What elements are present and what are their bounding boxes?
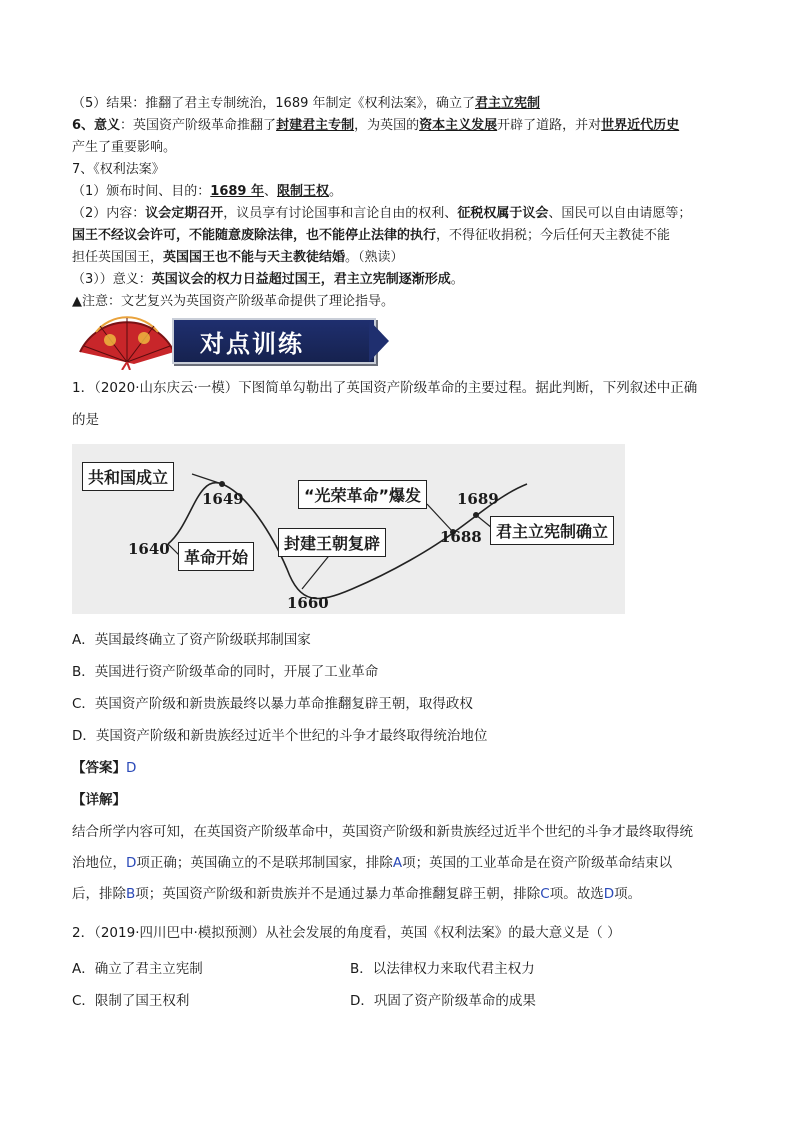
year-1649: 1649 bbox=[202, 490, 244, 508]
banner-title: 对点训练 bbox=[200, 330, 304, 358]
revolution-diagram bbox=[72, 444, 625, 614]
connector-1649 bbox=[192, 474, 222, 484]
q1-option-b[interactable]: B．英国进行资产阶级革命的同时，开展了工业革命 bbox=[72, 664, 379, 680]
q2-option-b[interactable]: B．以法律权力来取代君主权力 bbox=[350, 961, 535, 977]
note-bill-content-2: 国王不经议会许可，不能随意废除法律，也不能停止法律的执行，不得征收捐税；今后任何天主教徒不能 bbox=[72, 228, 671, 243]
note-bill-content-3: 担任英国国王，英国国王也不能与天主教徒结婚。（熟读） bbox=[72, 250, 404, 265]
year-1640: 1640 bbox=[128, 540, 170, 558]
year-1660: 1660 bbox=[287, 594, 329, 612]
banner-arrow bbox=[369, 320, 389, 362]
note-significance: 6、意义：英国资产阶级革命推翻了封建君主专制，为英国的资本主义发展开辟了道路，并对世界近代历史 bbox=[72, 118, 680, 133]
note-bill-heading: 7、《权利法案》 bbox=[72, 162, 165, 177]
year-1689: 1689 bbox=[457, 490, 499, 508]
q1-option-d[interactable]: D．英国资产阶级和新贵族经过近半个世纪的斗争才最终取得统治地位 bbox=[72, 728, 488, 744]
q1-stem: 1．（2020·山东庆云·一模）下图简单勾勒出了英国资产阶级革命的主要过程。据此判断，下列叙述中正确 bbox=[72, 380, 698, 396]
q1-detail-label: 【详解】 bbox=[72, 792, 126, 808]
label-revolution-start: 革命开始 bbox=[178, 542, 254, 571]
q1-detail-line-2: 治地位，D项正确；英国确立的不是联邦制国家，排除A项；英国的工业革命是在资产阶级革命结束以 bbox=[72, 855, 673, 871]
note-bill-time: （1）颁布时间、目的：1689 年、限制王权。 bbox=[72, 184, 343, 199]
note-significance-cont: 产生了重要影响。 bbox=[72, 140, 177, 155]
note-result: （5）结果：推翻了君主专制统治，1689 年制定《权利法案》，确立了君主立宪制 bbox=[72, 96, 541, 111]
label-glorious-revolution: “光荣革命”爆发 bbox=[298, 480, 427, 509]
note-attention: ▲注意：文艺复兴为英国资产阶级革命提供了理论指导。 bbox=[72, 294, 394, 309]
note-bill-significance: （3））意义：英国议会的权力日益超过国王，君主立宪制逐渐形成。 bbox=[72, 272, 464, 287]
q2-stem: 2．（2019·四川巴中·模拟预测）从社会发展的角度看，英国《权利法案》的最大意义是（ ） bbox=[72, 925, 621, 941]
connector-1660 bbox=[302, 552, 332, 589]
year-1688: 1688 bbox=[440, 528, 482, 546]
q2-option-d[interactable]: D．巩固了资产阶级革命的成果 bbox=[350, 993, 536, 1009]
fan-icon bbox=[72, 312, 182, 370]
q1-answer: 【答案】D bbox=[72, 760, 137, 776]
q1-stem-cont: 的是 bbox=[72, 412, 99, 428]
note-bill-content: （2）内容：议会定期召开，议员享有讨论国事和言论自由的权利、征税权属于议会、国民可以自由请愿等； bbox=[72, 206, 692, 221]
q2-option-c[interactable]: C．限制了国王权利 bbox=[72, 993, 190, 1009]
label-restoration: 封建王朝复辟 bbox=[278, 528, 386, 557]
q1-detail-line-3: 后，排除B项；英国资产阶级和新贵族并不是通过暴力革命推翻复辟王朝，排除C项。故选D项。 bbox=[72, 886, 642, 902]
q1-option-a[interactable]: A．英国最终确立了资产阶级联邦制国家 bbox=[72, 632, 311, 648]
label-constitutional-monarchy: 君主立宪制确立 bbox=[490, 516, 614, 545]
q1-detail-line-1: 结合所学内容可知，在英国资产阶级革命中，英国资产阶级和新贵族经过近半个世纪的斗争才最终取得统 bbox=[72, 824, 693, 840]
label-republic: 共和国成立 bbox=[82, 462, 174, 491]
q1-option-c[interactable]: C．英国资产阶级和新贵族最终以暴力革命推翻复辟王朝，取得政权 bbox=[72, 696, 473, 712]
q2-option-a[interactable]: A．确立了君主立宪制 bbox=[72, 961, 203, 977]
section-banner bbox=[72, 312, 392, 370]
